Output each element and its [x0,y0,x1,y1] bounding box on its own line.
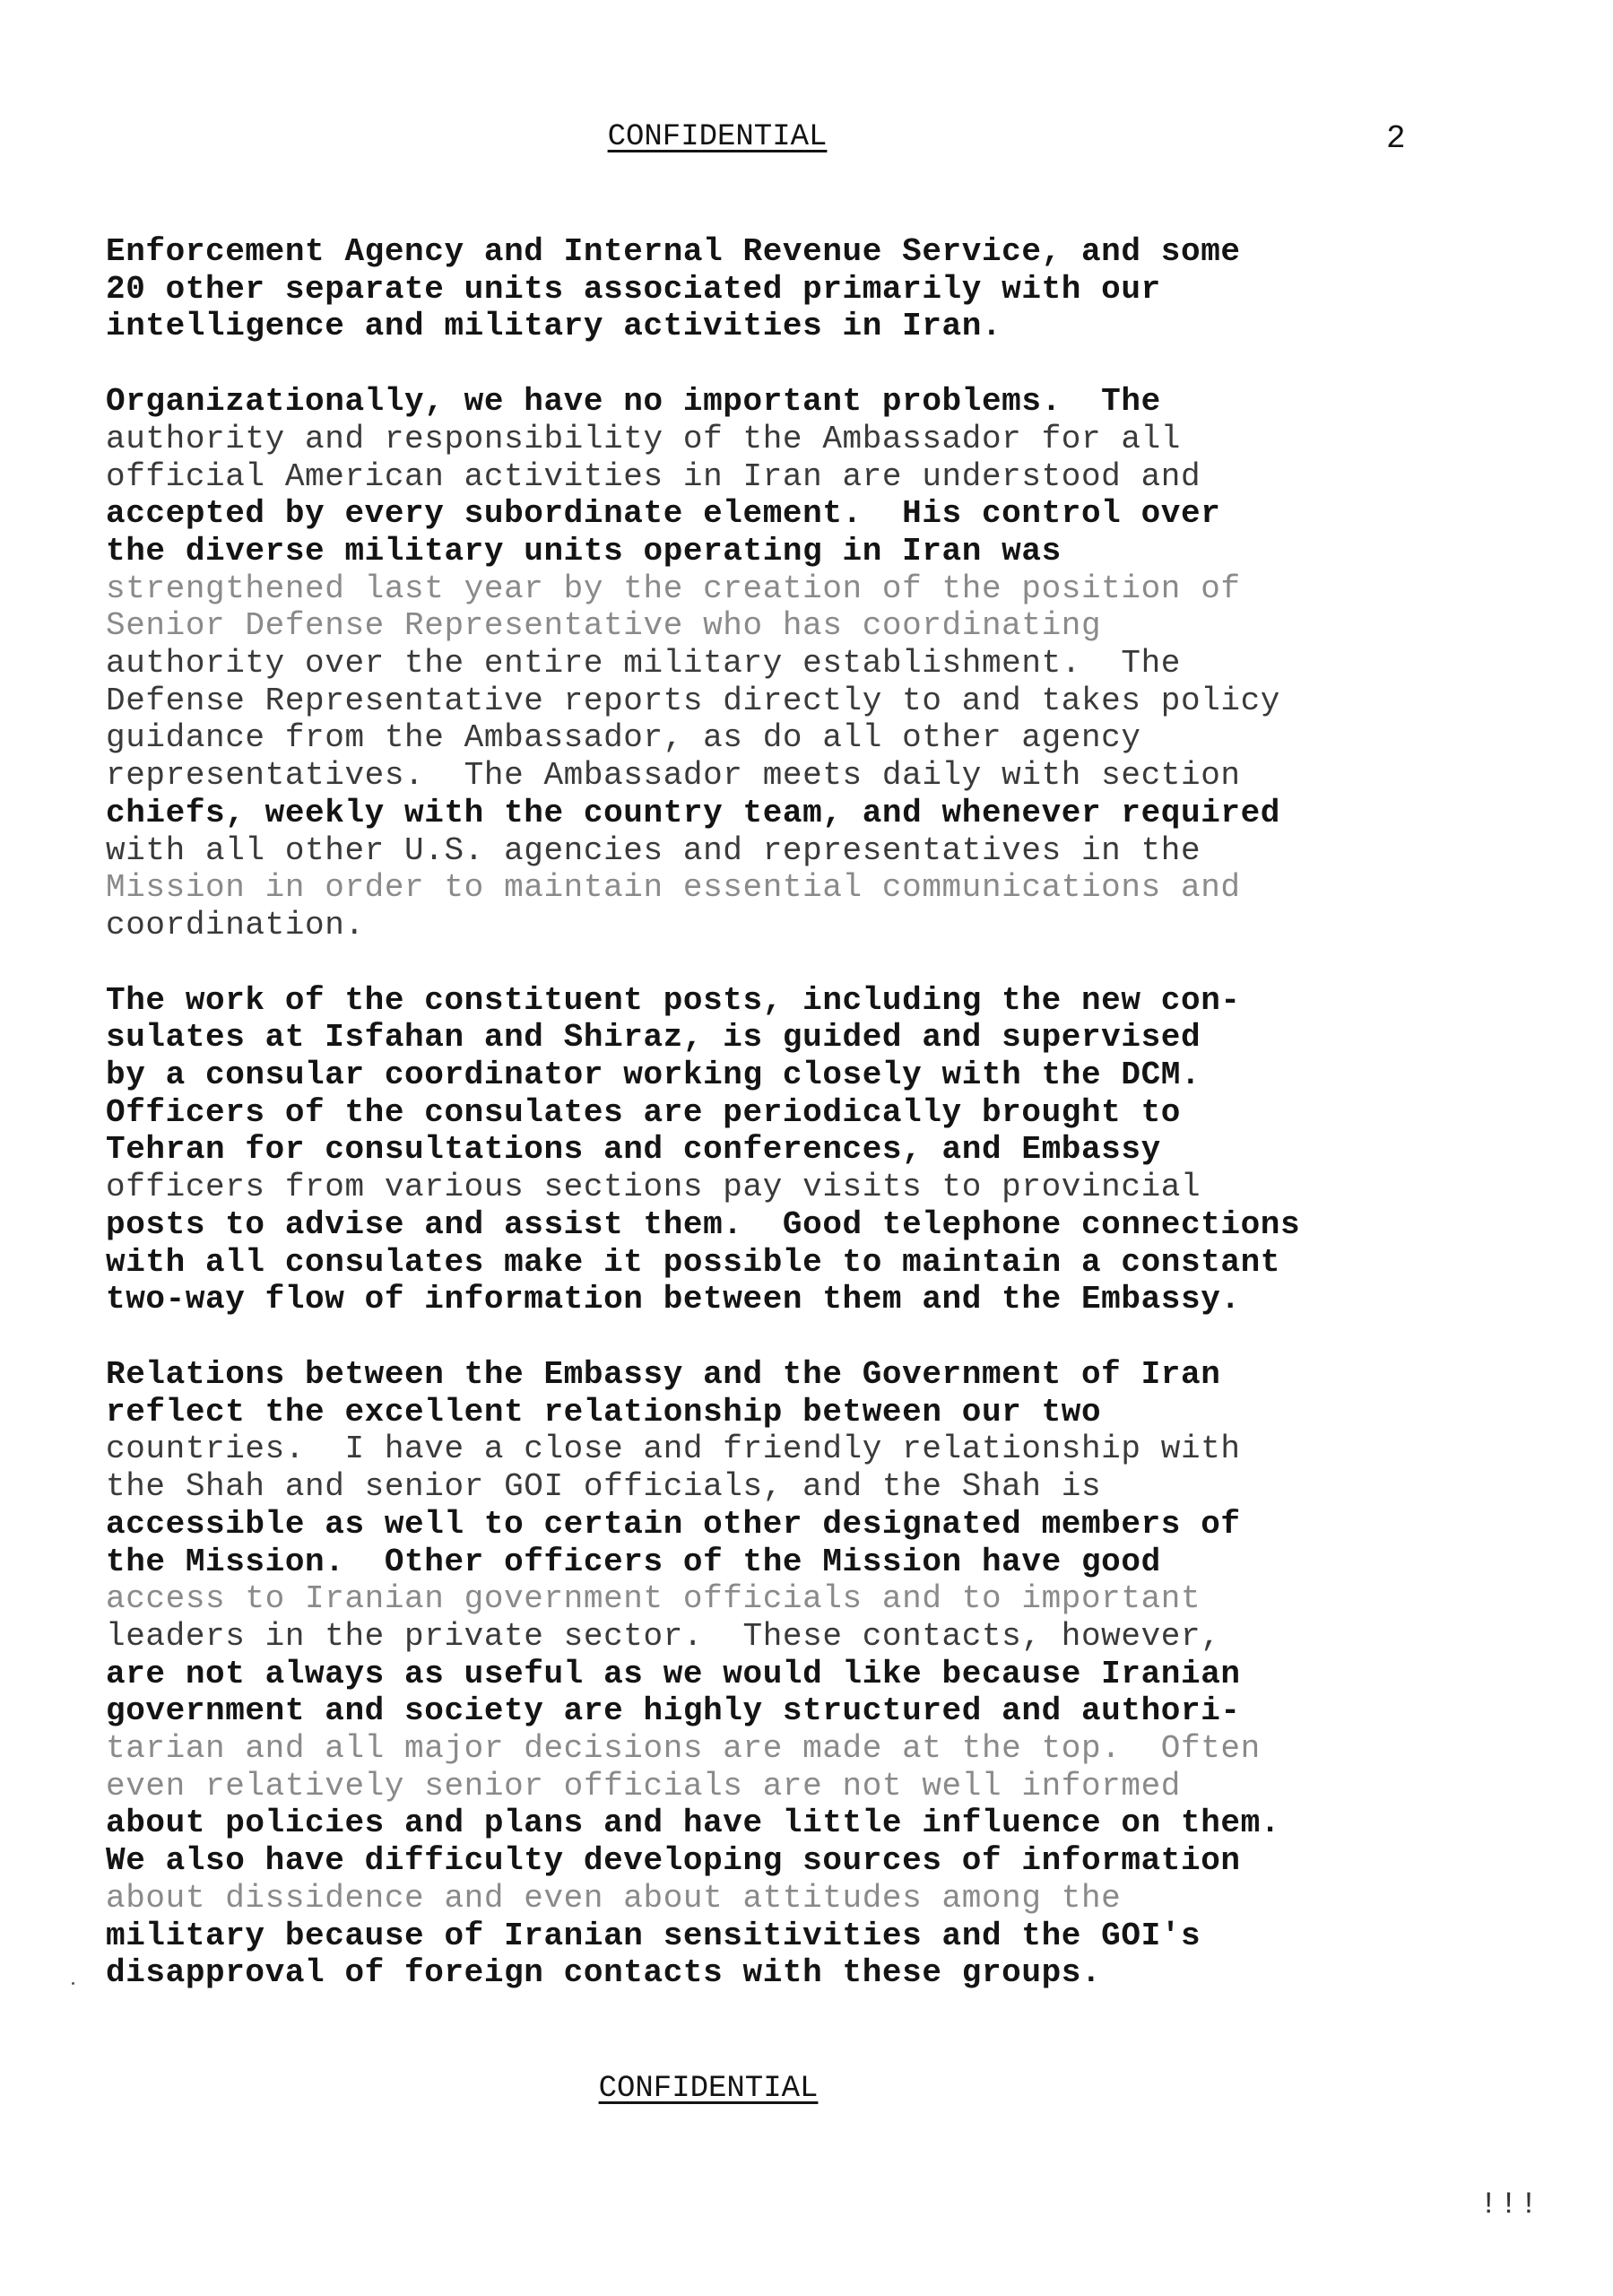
text-line: access to Iranian government officials and to important [106,1580,1201,1618]
text-line: about policies and plans and have little influence on them. [106,1805,1281,1842]
page-number: 2 [1386,120,1406,157]
text-line: countries. I have a close and friendly relationship with [106,1431,1241,1468]
scan-speck [72,1982,74,1985]
paragraph-2 [106,383,1505,944]
text-line: representatives. The Ambassador meets daily with section [106,757,1241,795]
text-line: Senior Defense Representative who has coordinating [106,607,1102,645]
text-line: Officers of the consulates are periodically brought to [106,1093,1181,1131]
text-line: guidance from the Ambassador, as do all other agency [106,719,1141,757]
text-line: Defense Representative reports directly to and takes policy [106,682,1281,719]
text-line: with all other U.S. agencies and representatives in the [106,831,1201,869]
text-line: the diverse military units operating in Iran was [106,532,1062,570]
text-line: Mission in order to maintain essential communications and [106,869,1241,907]
text-line: accepted by every subordinate element. His control over [106,495,1221,533]
text-line: The work of the constituent posts, including the new con- [106,981,1241,1019]
text-line: reflect the excellent relationship between our two [106,1393,1102,1431]
text-line: authority and responsibility of the Ambassador for all [106,420,1181,457]
document-body [106,233,1505,2030]
text-line: about dissidence and even about attitudes among the [106,1879,1122,1917]
text-line: coordination. [106,906,365,944]
text-line: Enforcement Agency and Internal Revenue Service, and some [106,233,1241,270]
text-line: disapproval of foreign contacts with these groups. [106,1954,1102,1992]
text-line: Tehran for consultations and conferences, and Embassy [106,1131,1161,1169]
paragraph-4 [106,1356,1505,1992]
text-line: intelligence and military activities in Iran. [106,308,1002,345]
text-line: sulates at Isfahan and Shiraz, is guided and supervised [106,1019,1201,1057]
text-line: the Mission. Other officers of the Mission have good [106,1543,1161,1580]
text-line: military because of Iranian sensitivities and the GOI's [106,1917,1201,1954]
corner-mark: !!! [1479,2188,1540,2222]
text-line: We also have difficulty developing sources of information [106,1842,1241,1880]
text-line: government and society are highly structured and authori- [106,1692,1241,1730]
text-line: officers from various sections pay visits to provincial [106,1169,1201,1206]
text-line: 20 other separate units associated primarily with our [106,270,1161,308]
text-line: authority over the entire military establishment. The [106,645,1181,683]
text-line: strengthened last year by the creation of the position of [106,570,1241,607]
text-line: even relatively senior officials are not well informed [106,1767,1181,1805]
text-line: by a consular coordinator working closely with the DCM. [106,1057,1201,1094]
text-line: with all consulates make it possible to maintain a constant [106,1243,1281,1281]
text-line: the Shah and senior GOI officials, and the Shah is [106,1468,1102,1506]
paragraph-1 [106,233,1505,345]
text-line: two-way flow of information between them and the Embassy. [106,1281,1241,1318]
text-line: accessible as well to certain other designated members of [106,1505,1241,1543]
footer-classification-marking: CONFIDENTIAL [598,2072,819,2106]
text-line: Organizationally, we have no important problems. The [106,383,1161,421]
text-line: are not always as useful as we would like because Iranian [106,1655,1241,1692]
header-classification-marking: CONFIDENTIAL [607,120,828,154]
text-line: chiefs, weekly with the country team, and whenever required [106,794,1281,831]
paragraph-3 [106,982,1505,1318]
text-line: Relations between the Embassy and the Government of Iran [106,1355,1221,1393]
text-line: official American activities in Iran are understood and [106,457,1201,495]
text-line: posts to advise and assist them. Good telephone connections [106,1205,1301,1243]
text-line: leaders in the private sector. These contacts, however, [106,1617,1221,1655]
text-line: tarian and all major decisions are made at the top. Often [106,1730,1261,1768]
